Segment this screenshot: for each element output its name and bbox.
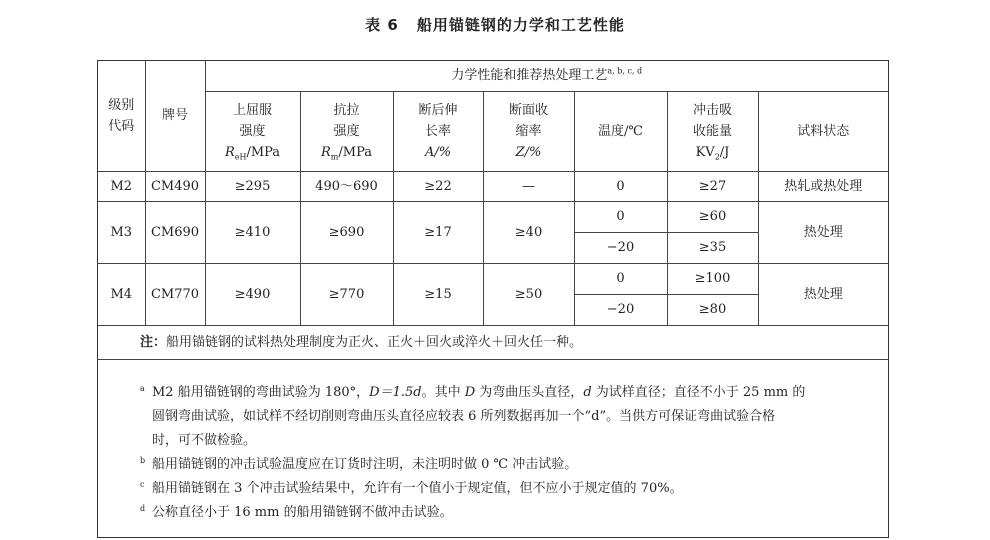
header-tensile: 抗拉 强度 $R_m$/MPa [300,91,393,171]
cell-tensile: ≥770 [300,263,393,325]
cell-condition: 热处理 [758,263,888,325]
note-text: 船用锚链钢的试料热处理制度为正火、正火＋回火或淬火＋回火任一种。 [166,334,583,350]
cell-temperature: 0 [574,263,667,294]
header-elongation: 断后伸 长率 A/% [393,91,483,171]
footnote-mark: d [140,504,146,513]
note-cell [98,325,888,359]
footnote-c: c 船用锚链钢在 3 个冲击试验结果中，允许有一个值小于规定值，但不应小于规定值的 70%。 [140,477,880,501]
table-caption: 船用锚链钢的力学和工艺性能 [416,16,625,34]
cell-reduction: ≥50 [483,263,574,325]
cell-impact: ≥80 [667,294,758,325]
cell-condition: 热轧或热处理 [758,171,888,201]
header-brand: 牌号 [145,61,205,171]
cell-impact: ≥100 [667,263,758,294]
cell-code: M3 [98,201,145,263]
footnote-d: d 公称直径小于 16 mm 的船用锚链钢不做冲击试验。 [140,501,880,525]
footnotes [140,381,880,525]
header-temperature: 温度/℃ [574,91,667,171]
mechanical-properties-table [98,61,888,360]
cell-yield: ≥295 [205,171,300,201]
cell-elongation: ≥22 [393,171,483,201]
note-label: 注： [140,334,167,350]
table-row [98,171,888,201]
table-title [0,14,990,35]
footnote-mark: c [140,480,145,489]
header-group-marks: a, b, c, d [607,66,643,76]
table-number: 表 6 [365,16,399,34]
table-row [98,201,888,232]
header-group: 力学性能和推荐热处理工艺$^{a, b, c, d}$ [205,61,888,91]
cell-brand: CM490 [145,171,205,201]
cell-impact: ≥27 [667,171,758,201]
cell-reduction: — [483,171,574,201]
footnote-mark: b [140,456,146,465]
cell-code: M2 [98,171,145,201]
spec-table-frame [97,60,889,538]
cell-yield: ≥490 [205,263,300,325]
table-row [98,263,888,294]
cell-condition: 热处理 [758,201,888,263]
cell-temperature: 0 [574,201,667,232]
header-grade-code: 级别 代码 [98,61,145,171]
cell-reduction: ≥40 [483,201,574,263]
cell-temperature: 0 [574,171,667,201]
note-row [98,325,888,359]
cell-temperature: −20 [574,294,667,325]
cell-impact: ≥35 [667,232,758,263]
cell-temperature: −20 [574,232,667,263]
cell-impact: ≥60 [667,201,758,232]
cell-elongation: ≥17 [393,201,483,263]
header-yield: 上屈服 强度 $R_{eH}$/MPa [205,91,300,171]
header-impact: 冲击吸 收能量 $KV_2/J$ [667,91,758,171]
header-reduction: 断面收 缩率 Z/% [483,91,574,171]
cell-elongation: ≥15 [393,263,483,325]
footnote-a: a M2 船用锚链钢的弯曲试验为 180°，D＝1.5d。其中 D 为弯曲压头直径，d 为试样直径；直径不小于 25 mm 的 圆钢弯曲试验，如试样不经切削则弯曲压头直径应较表 6 所列数据再加一个“d”。当供方可保证弯曲试验合格 时，可不做检验。 [140,381,880,453]
footnote-b: b 船用锚链钢的冲击试验温度应在订货时注明，未注明时做 0 ℃ 冲击试验。 [140,453,880,477]
header-condition: 试料状态 [758,91,888,171]
cell-yield: ≥410 [205,201,300,263]
cell-brand: CM770 [145,263,205,325]
footnote-mark: a [140,384,145,393]
cell-tensile: ≥690 [300,201,393,263]
cell-tensile: 490～690 [300,171,393,201]
cell-code: M4 [98,263,145,325]
cell-brand: CM690 [145,201,205,263]
